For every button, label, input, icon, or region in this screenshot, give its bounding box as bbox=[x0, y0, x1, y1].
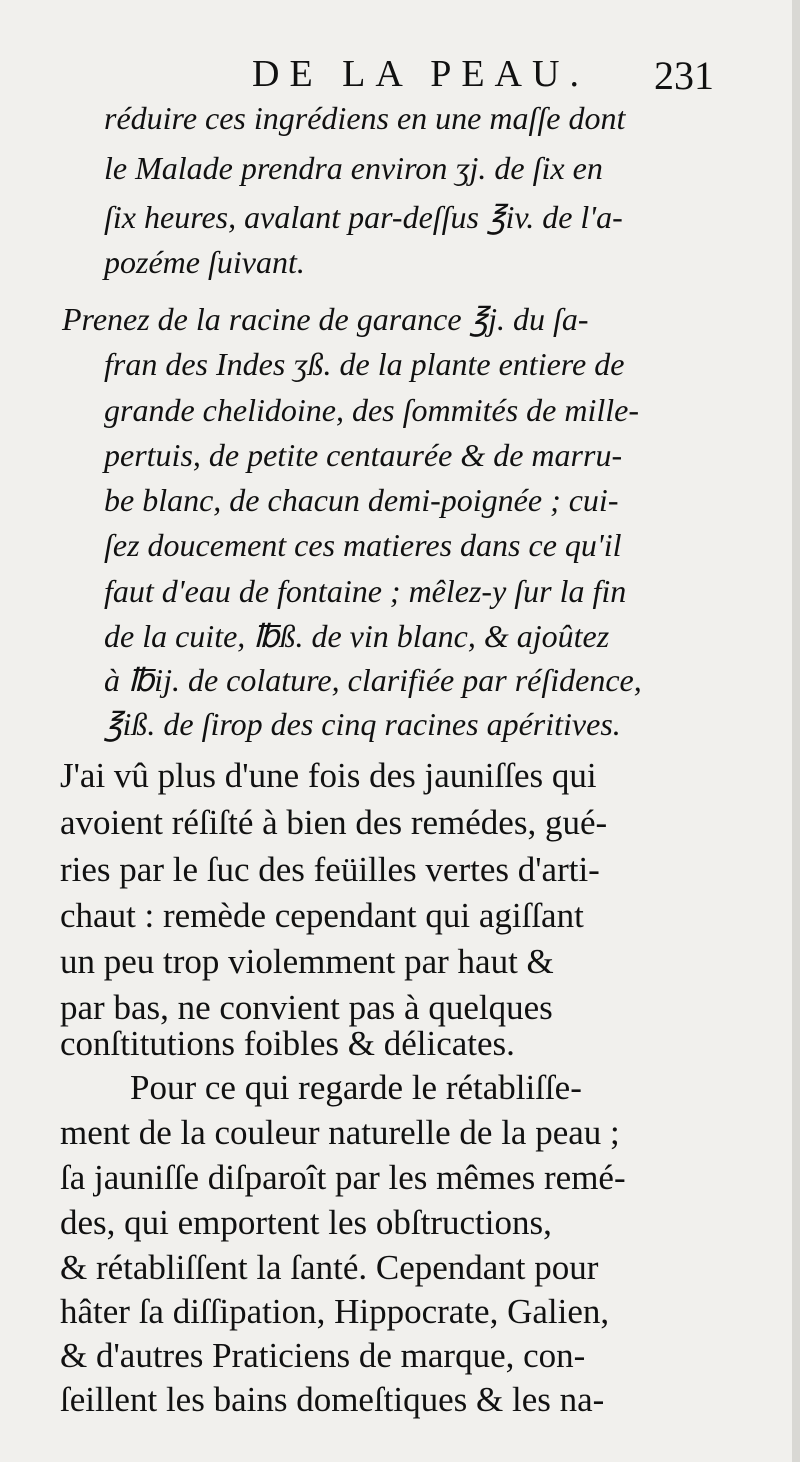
text-line: chaut : remède cependant qui agiſſant bbox=[60, 896, 584, 935]
text-line: pertuis, de petite centaurée & de marru- bbox=[104, 437, 623, 473]
text-line: un peu trop violemment par haut & bbox=[60, 942, 554, 981]
text-line: fran des Indes ʒß. de la plante entiere de bbox=[104, 346, 625, 382]
text-line: par bas, ne convient pas à quelques bbox=[60, 988, 553, 1027]
running-title: DE LA PEAU. bbox=[252, 53, 589, 95]
text-line: grande chelidoine, des ſommités de mille- bbox=[104, 392, 639, 428]
text-line: à ℔ij. de colature, clarifiée par réſidence, bbox=[104, 662, 642, 698]
text-line: Pour ce qui regarde le rétabliſſe- bbox=[130, 1068, 582, 1107]
text-line: be blanc, de chacun demi-poignée ; cui- bbox=[104, 482, 619, 518]
text-line: & d'autres Praticiens de marque, con- bbox=[60, 1336, 586, 1375]
text-line: le Malade prendra environ ʒj. de ſix en bbox=[104, 150, 603, 186]
page-edge bbox=[792, 0, 800, 1462]
page-header bbox=[0, 52, 800, 100]
text-line: conſtitutions foibles & délicates. bbox=[60, 1024, 515, 1063]
text-line: faut d'eau de fontaine ; mêlez-y ſur la fin bbox=[104, 573, 627, 609]
text-line: ment de la couleur naturelle de la peau ; bbox=[60, 1113, 620, 1152]
text-line: avoient réſiſté à bien des remédes, gué- bbox=[60, 803, 608, 842]
text-line: & rétabliſſent la ſanté. Cependant pour bbox=[60, 1248, 599, 1287]
page-number: 231 bbox=[654, 53, 714, 98]
text-line: ſez doucement ces matieres dans ce qu'il bbox=[104, 527, 622, 563]
text-line: hâter ſa diſſipation, Hippocrate, Galien, bbox=[60, 1292, 610, 1331]
text-line: ſix heures, avalant par-deſſus ℥iv. de l'a- bbox=[104, 199, 623, 235]
text-line: réduire ces ingrédiens en une maſſe dont bbox=[104, 100, 626, 136]
text-line: pozéme ſuivant. bbox=[104, 244, 305, 280]
text-line: ℥iß. de ſirop des cinq racines apéritives. bbox=[104, 706, 621, 742]
text-line: ries par le ſuc des feüilles vertes d'arti- bbox=[60, 850, 600, 889]
text-line: Prenez de la racine de garance ℥j. du ſa- bbox=[62, 301, 589, 337]
text-line: J'ai vû plus d'une fois des jauniſſes qui bbox=[60, 756, 597, 795]
text-line: ſeillent les bains domeſtiques & les na- bbox=[60, 1380, 605, 1419]
text-line: ſa jauniſſe diſparoît par les mêmes remé- bbox=[60, 1158, 626, 1197]
text-line: de la cuite, ℔ß. de vin blanc, & ajoûtez bbox=[104, 618, 610, 654]
text-line: des, qui emportent les obſtructions, bbox=[60, 1203, 552, 1242]
